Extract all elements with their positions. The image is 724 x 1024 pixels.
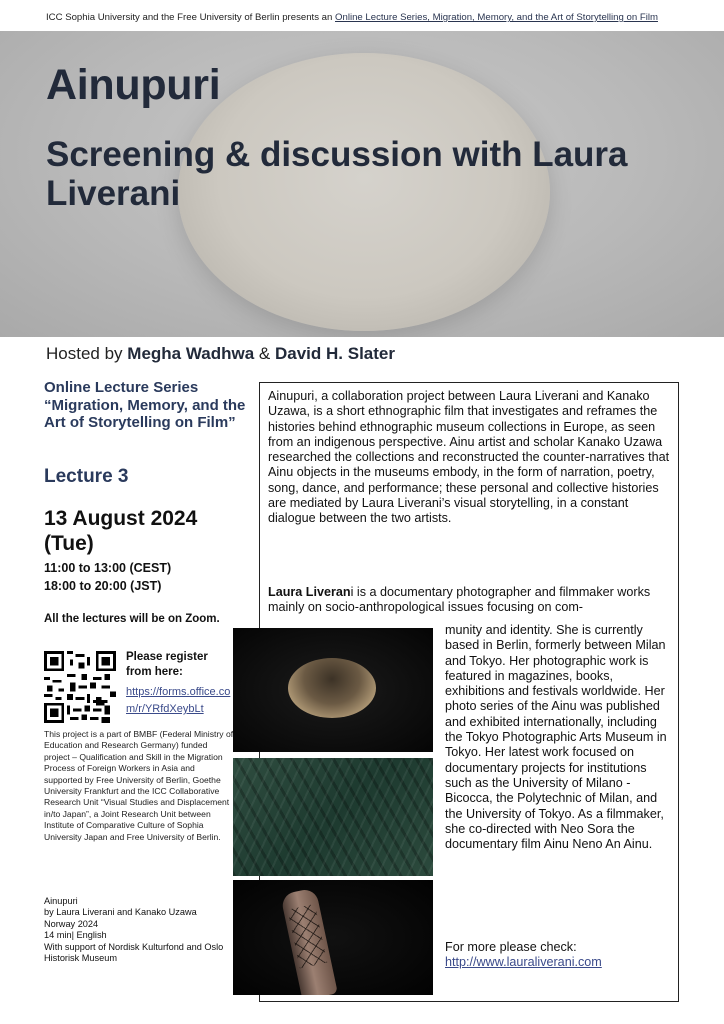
hosts-line (46, 344, 395, 364)
bio-intro (268, 585, 673, 616)
website-link[interactable]: http://www.lauraliverani.com (445, 955, 602, 970)
event-times (44, 559, 171, 595)
page-title: Ainupuri (46, 61, 221, 109)
bowl-shape (288, 658, 376, 718)
register-label: Please register from here: (126, 651, 208, 678)
arm-shape (280, 887, 338, 995)
project-note: This project is a part of BMBF (Federal Ministry of Education and Research Germany) funded project – Qualification and Skill in the Migration Process of Foreign Workers in Asia and supported by Free University of Berlin, Goethe University Frankfurt and the ICC Collaborative Research Unit “Visual Studies and Displacement in/to Japan”, a Joint Research Unit between Institute of Comparative Culture of Sophia University Japan and Free University of Berlin. (44, 729, 234, 842)
film-support: With support of Nordisk Kulturfond and Oslo Historisk Museum (44, 941, 224, 964)
register-link[interactable]: https://forms.office.com/r/YRfdXeybLt (126, 686, 231, 715)
bio-text: munity and identity. She is currently based in Berlin, formerly between Milan and Tokyo. Her photographic work is featured in magazines, books, exhibitions and festivals worldwide. Her photo series of the Ainu was published and exhibited internationally, including the Tokyo Photographic Arts Museum in Tokyo. Her latest work focused on documentary projects for institutions such as the University of Milano - Bicocca, the Polytechnic of Milan, and the University of Tokyo. As a filmmaker, she co-directed with Neo Sora the documentary film Ainu Neno An Ainu. (445, 623, 667, 852)
host-megha-wadhwa: Megha Wadhwa (127, 344, 255, 363)
page-subtitle: Screening & discussion with Laura Liverani (46, 135, 628, 213)
photo-wooden-bowl (233, 628, 433, 752)
bio-intro-text: is a documentary photographer and filmmaker works mainly on socio-anthropological issues focusing on com- (268, 585, 651, 615)
zoom-note: All the lectures will be on Zoom. (44, 613, 220, 625)
hero-banner (0, 31, 724, 337)
lecture-number: Lecture 3 (44, 466, 129, 487)
film-directors: by Laura Liverani and Kanako Uzawa (44, 907, 197, 918)
film-title: Ainupuri (44, 896, 78, 906)
more-info (445, 940, 675, 971)
time-jst: 18:00 to 20:00 (JST) (44, 579, 162, 593)
event-date: 13 August 2024 (Tue) (44, 507, 198, 555)
series-link[interactable]: Online Lecture Series, Migration, Memory, and the Art of Storytelling on Film (335, 12, 658, 23)
bio-name: Laura Liveran (268, 585, 351, 599)
film-country-year: Norway 2024 (44, 918, 99, 929)
presenters-text: ICC Sophia University and the Free University of Berlin presents an (46, 12, 336, 23)
more-label: For more please check: (445, 940, 577, 954)
header-line (46, 12, 686, 23)
bio-name-tail: i (350, 585, 354, 599)
qr-code-icon[interactable] (44, 651, 116, 723)
series-title: Online Lecture Series “Migration, Memory, and the Art of Storytelling on Film” (44, 379, 246, 431)
photo-green-textile (233, 758, 433, 876)
film-description: Ainupuri, a collaboration project between Laura Liverani and Kanako Uzawa, is a short ethnographic film that investigates and reframes the histories behind ethnographic museum collections in Europe, as seen from an indigenous perspective. Ainu artist and scholar Kanako Uzawa researched the collections and reconstructed the counter-narratives that Ainu objects in the museums embody, in the form of narration, poetry, song, dance, and performance; these personal and collective histories are mediated by Laura Liverani’s visual storytelling, in a constant dialogue between the two artists. (268, 389, 670, 526)
host-david-slater: David H. Slater (274, 344, 395, 363)
film-info (44, 896, 234, 964)
film-length-language: 14 min| English (44, 930, 107, 941)
photo-tattooed-arm (233, 880, 433, 995)
hosts-joiner: & (258, 344, 271, 363)
hosted-by-label: Hosted by (46, 344, 123, 363)
time-cest: 11:00 to 13:00 (CEST) (44, 561, 172, 575)
